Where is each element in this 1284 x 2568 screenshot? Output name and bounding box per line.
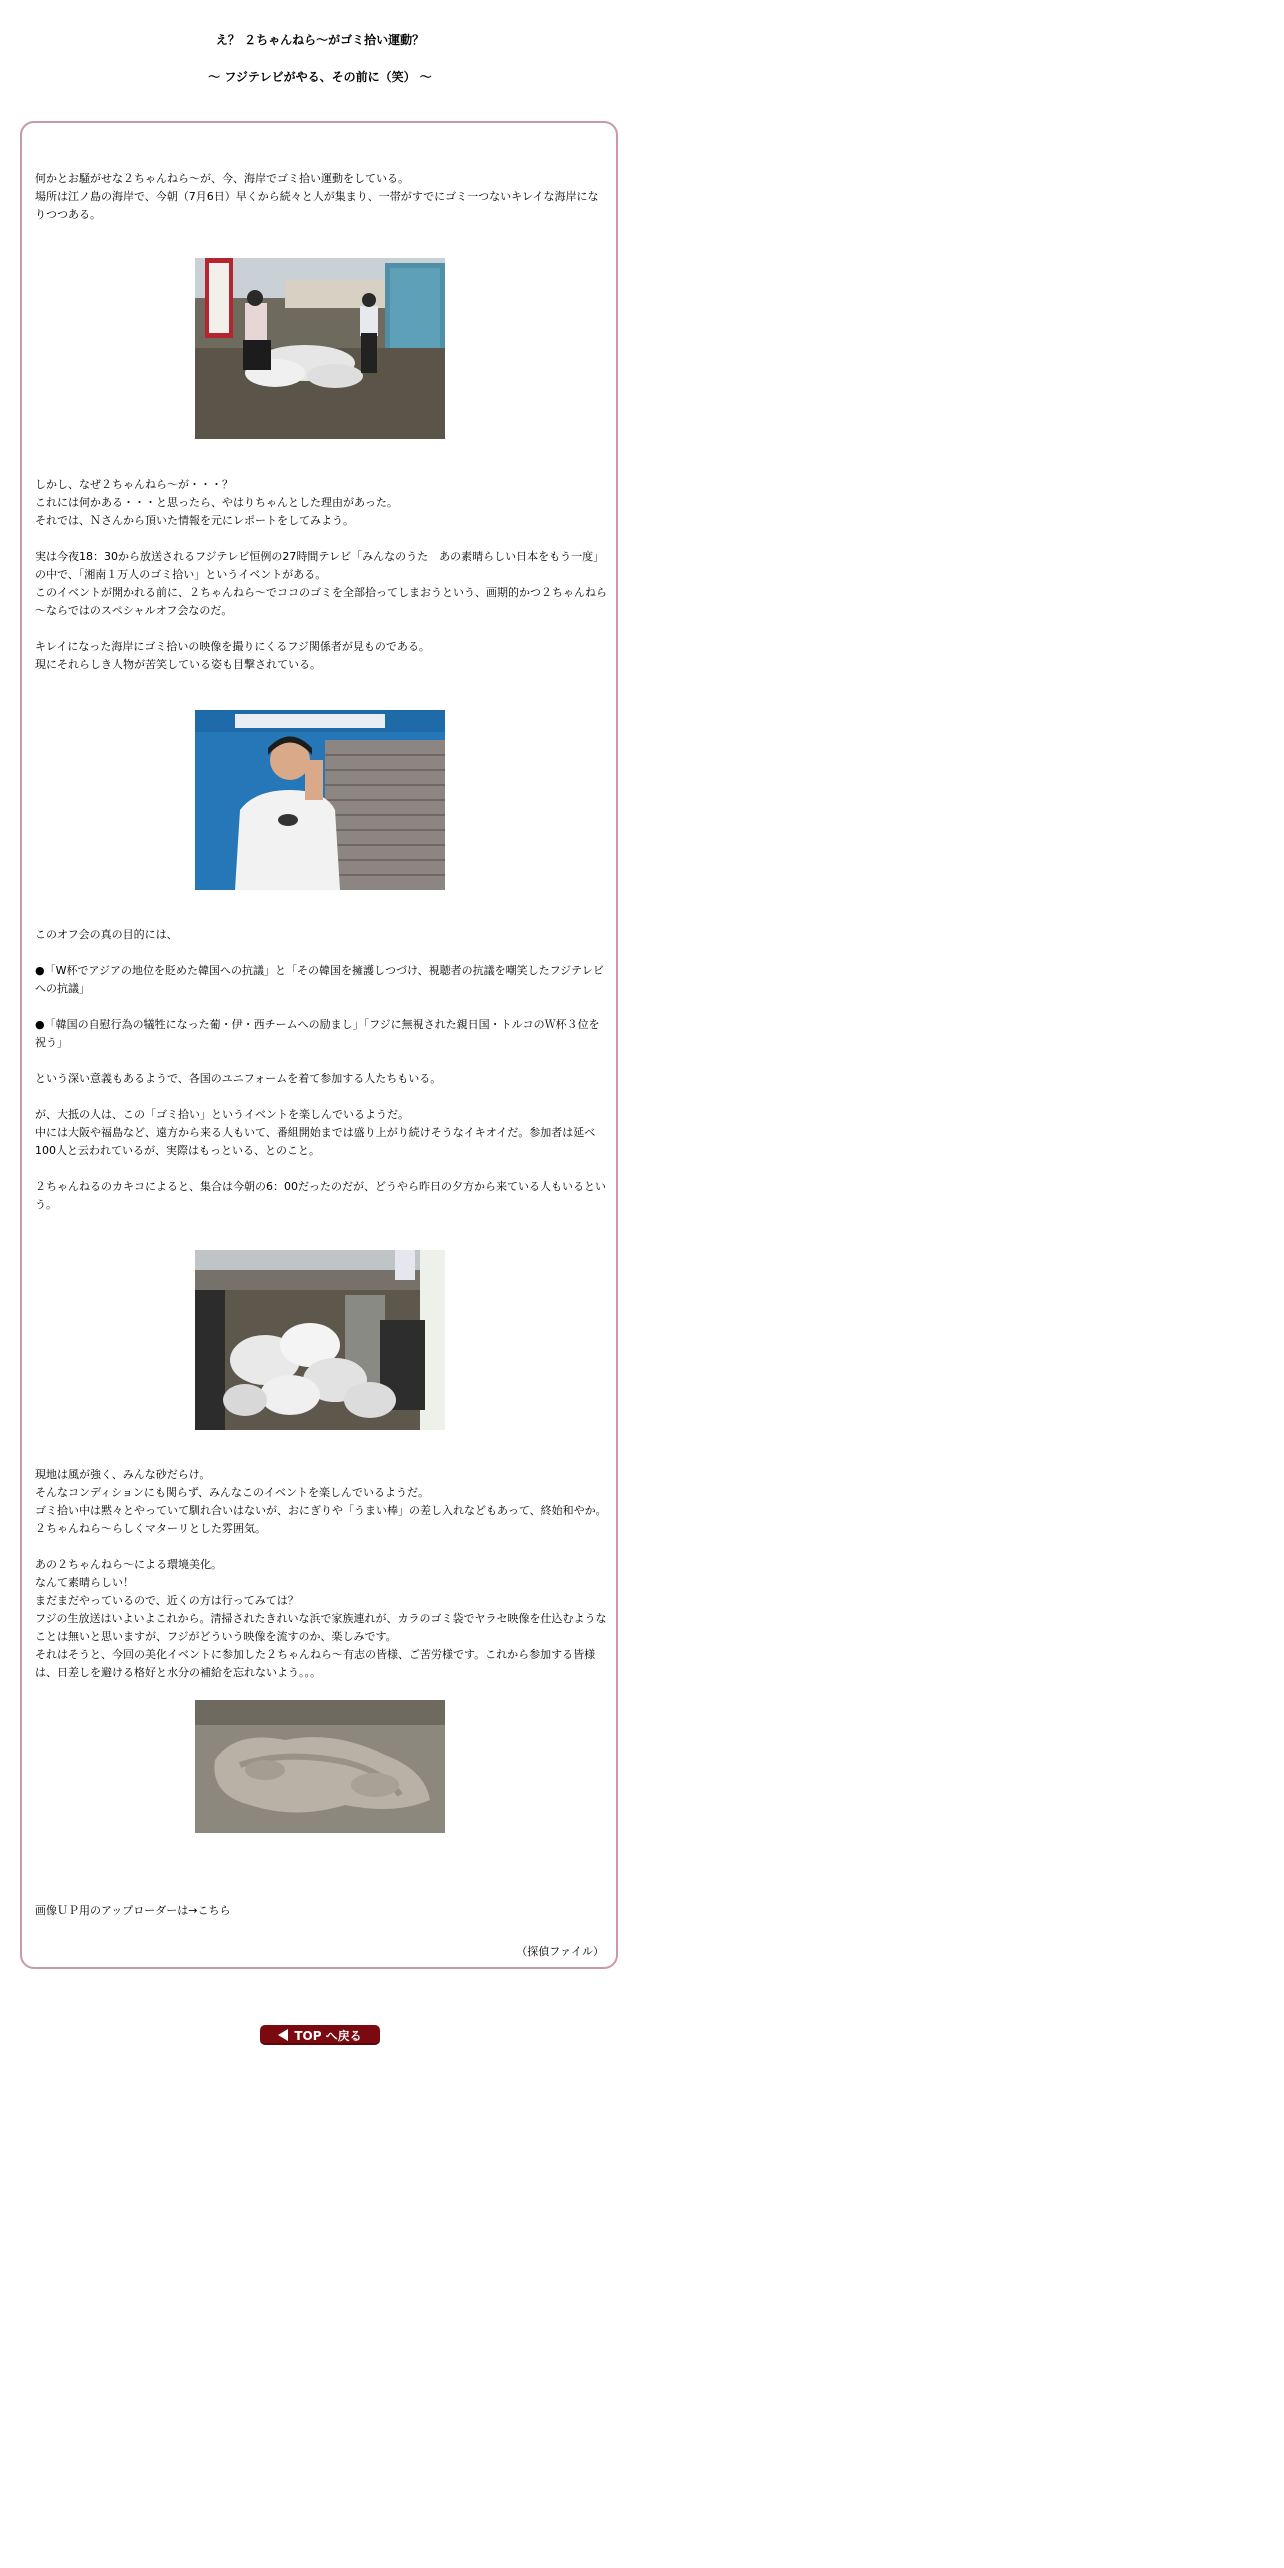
left-arrow-icon bbox=[278, 2029, 288, 2041]
photo-volunteers-bagging-trash bbox=[195, 258, 445, 439]
page-title: え？ ２ちゃんねら～がゴミ拾い運動？ bbox=[215, 33, 425, 47]
uploader-link[interactable]: 画像ＵＰ用のアップローダーは→こちら bbox=[35, 1904, 231, 1917]
back-to-top-label: TOP へ戻る bbox=[294, 2028, 362, 2043]
photo-sand-sculpture bbox=[195, 1700, 445, 1833]
photo-trash-bag-pile bbox=[195, 1250, 445, 1430]
article-paragraph-purpose: このオフ会の真の目的には、 ●「W杯でアジアの地位を貶めた韓国への抗議」と「その韓国を擁護しつづけ、視聴者の抗議を嘲笑したフジテレビへの抗議」 ●「韓国の自慰行為の犠牲になった葡・伊・西チームへの励まし」「フジに無視された親日国・トルコのＷ杯３位を祝う」 という深い意義もあるようで、各国のユニフォームを着て参加する人たちもいる。 が、大抵の人は、この「ゴミ拾い」というイベントを楽しんでいるようだ。 中には大阪や福島など、遠方から来る人もいて、番組開始までは盛り上がり続けそうなイキオイだ。参加者は延べ100人と云われているが、実際はもっといる、とのこと。 ２ちゃんねるのカキコによると、集合は今朝の6：00だったのだが、どうやら昨日の夕方から来ている人もいるという。 bbox=[35, 928, 606, 1211]
article-paragraph-reason: しかし、なぜ２ちゃんねら～が・・・？ これには何かある・・・と思ったら、やはりちゃんとした理由があった。 それでは、Ｎさんから頂いた情報を元にレポートをしてみよう。 実は今夜18：30から放送されるフジテレビ恒例の27時間テレビ「みんなのうた あの素晴らしい日本をもう一度」の中で、「湘南１万人のゴミ拾い」というイベントがある。 このイベントが開かれる前に、２ちゃんねら～でココのゴミを全部拾ってしまおうという、画期的かつ２ちゃんねら～ならではのスペシャルオフ会なのだ。 キレイになった海岸にゴミ拾いの映像を撮りにくるフジ関係者が見ものである。 現にそれらしき人物が苦笑している姿も目撃されている。 bbox=[35, 478, 607, 671]
photo-man-on-phone bbox=[195, 710, 445, 890]
source-credit: （探偵ファイル） bbox=[516, 1945, 604, 1958]
article-paragraph-atmosphere: 現地は風が強く、みんな砂だらけ。 そんなコンディションにも関らず、みんなこのイベントを楽しんでいるようだ。 ゴミ拾い中は黙々とやっていて馴れ合いはないが、おにぎりや「うまい棒」の差し入れなどもあって、終始和やか。２ちゃんねら～らしくマターリとした雰囲気。 あの２ちゃんねら～による環境美化。 なんて素晴らしい！ まだまだやっているので、近くの方は行ってみては？ フジの生放送はいよいよこれから。清掃されたきれいな浜で家族連れが、カラのゴミ袋でヤラセ映像を仕込むようなことは無いと思いますが、フジがどういう映像を流すのか、楽しみです。 それはそうと、今回の美化イベントに参加した２ちゃんねら～有志の皆様、ご苦労様です。これから参加する皆様は、日差しを避ける格好と水分の補給を忘れないよう。。。 bbox=[35, 1468, 607, 1679]
article-paragraph-intro: 何かとお騒がせな２ちゃんねら～が、今、海岸でゴミ拾い運動をしている。 場所は江ノ島の海岸で、今朝（7月6日）早くから続々と人が集まり、一帯がすでにゴミ一つないキレイな海岸になりつつある。 bbox=[35, 172, 599, 221]
back-to-top-button[interactable] bbox=[260, 2025, 380, 2045]
page-subtitle: ～ フジテレビがやる、その前に（笑） ～ bbox=[208, 70, 432, 84]
